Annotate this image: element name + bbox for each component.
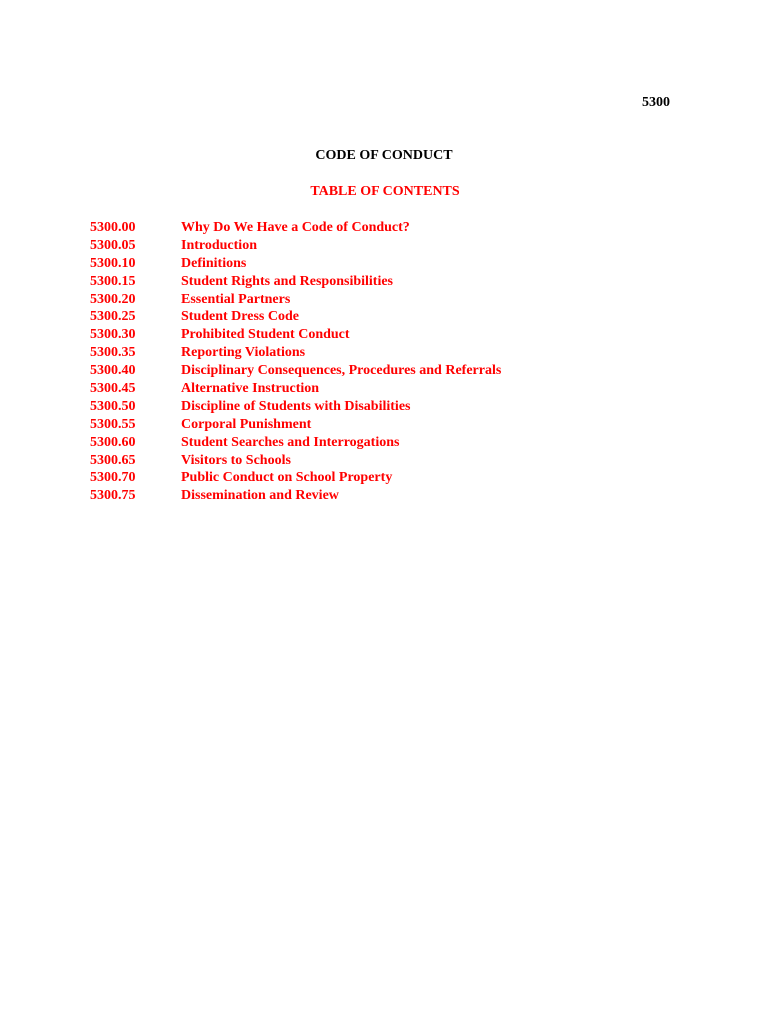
- toc-section-title: Disciplinary Consequences, Procedures and Referrals: [181, 363, 502, 379]
- document-title-text: CODE OF CONDUCT: [315, 148, 453, 163]
- toc-section-title: Student Dress Code: [181, 309, 299, 325]
- toc-section-number: 5300.30: [90, 327, 136, 343]
- toc-section-number: 5300.25: [90, 309, 136, 325]
- toc-heading: [0, 183, 770, 201]
- toc-section-number: 5300.05: [90, 237, 136, 253]
- toc-entry: [90, 308, 501, 326]
- toc-entry: [90, 434, 501, 452]
- document-title: [0, 147, 770, 165]
- table-of-contents: [90, 219, 501, 505]
- toc-section-title: Public Conduct on School Property: [181, 470, 393, 486]
- toc-section-number: 5300.75: [90, 488, 136, 504]
- toc-section-number: 5300.00: [90, 220, 136, 235]
- toc-entry: [90, 237, 501, 255]
- toc-section-title: Visitors to Schools: [181, 452, 291, 468]
- toc-section-title: Definitions: [181, 255, 247, 271]
- toc-section-title: Essential Partners: [181, 291, 291, 307]
- toc-section-number: 5300.45: [90, 381, 136, 397]
- toc-section-number: 5300.15: [90, 273, 136, 289]
- toc-entry: [90, 380, 501, 398]
- toc-section-title: Why Do We Have a Code of Conduct?: [181, 220, 410, 235]
- toc-entry: [90, 452, 501, 470]
- toc-section-number: 5300.40: [90, 363, 136, 379]
- toc-entry: [90, 398, 501, 416]
- page-number: 5300: [642, 95, 670, 110]
- toc-entry: [90, 416, 501, 434]
- toc-entry: [90, 255, 501, 273]
- toc-section-title: Discipline of Students with Disabilities: [181, 398, 411, 414]
- toc-section-title: Dissemination and Review: [181, 488, 339, 504]
- toc-section-number: 5300.10: [90, 255, 136, 271]
- toc-section-number: 5300.35: [90, 345, 136, 361]
- toc-section-number: 5300.65: [90, 452, 136, 468]
- toc-entry: [90, 326, 501, 344]
- toc-section-number: 5300.60: [90, 434, 136, 450]
- toc-section-title: Reporting Violations: [181, 345, 306, 361]
- toc-section-number: 5300.50: [90, 398, 136, 414]
- toc-entry: [90, 291, 501, 309]
- toc-section-title: Corporal Punishment: [181, 416, 312, 432]
- toc-section-title: Prohibited Student Conduct: [181, 327, 350, 343]
- toc-entry: [90, 344, 501, 362]
- toc-section-number: 5300.70: [90, 470, 136, 486]
- toc-entry: [90, 362, 501, 380]
- toc-entry: [90, 219, 501, 237]
- toc-section-title: Student Rights and Responsibilities: [181, 273, 394, 289]
- toc-section-number: 5300.55: [90, 416, 136, 432]
- toc-entry: [90, 487, 501, 505]
- toc-heading-text: TABLE OF CONTENTS: [310, 184, 460, 199]
- toc-section-title: Introduction: [181, 237, 257, 253]
- toc-section-title: Alternative Instruction: [181, 381, 320, 397]
- toc-entry: [90, 273, 501, 291]
- toc-section-title: Student Searches and Interrogations: [181, 434, 400, 450]
- toc-section-number: 5300.20: [90, 291, 136, 307]
- toc-entry: [90, 469, 501, 487]
